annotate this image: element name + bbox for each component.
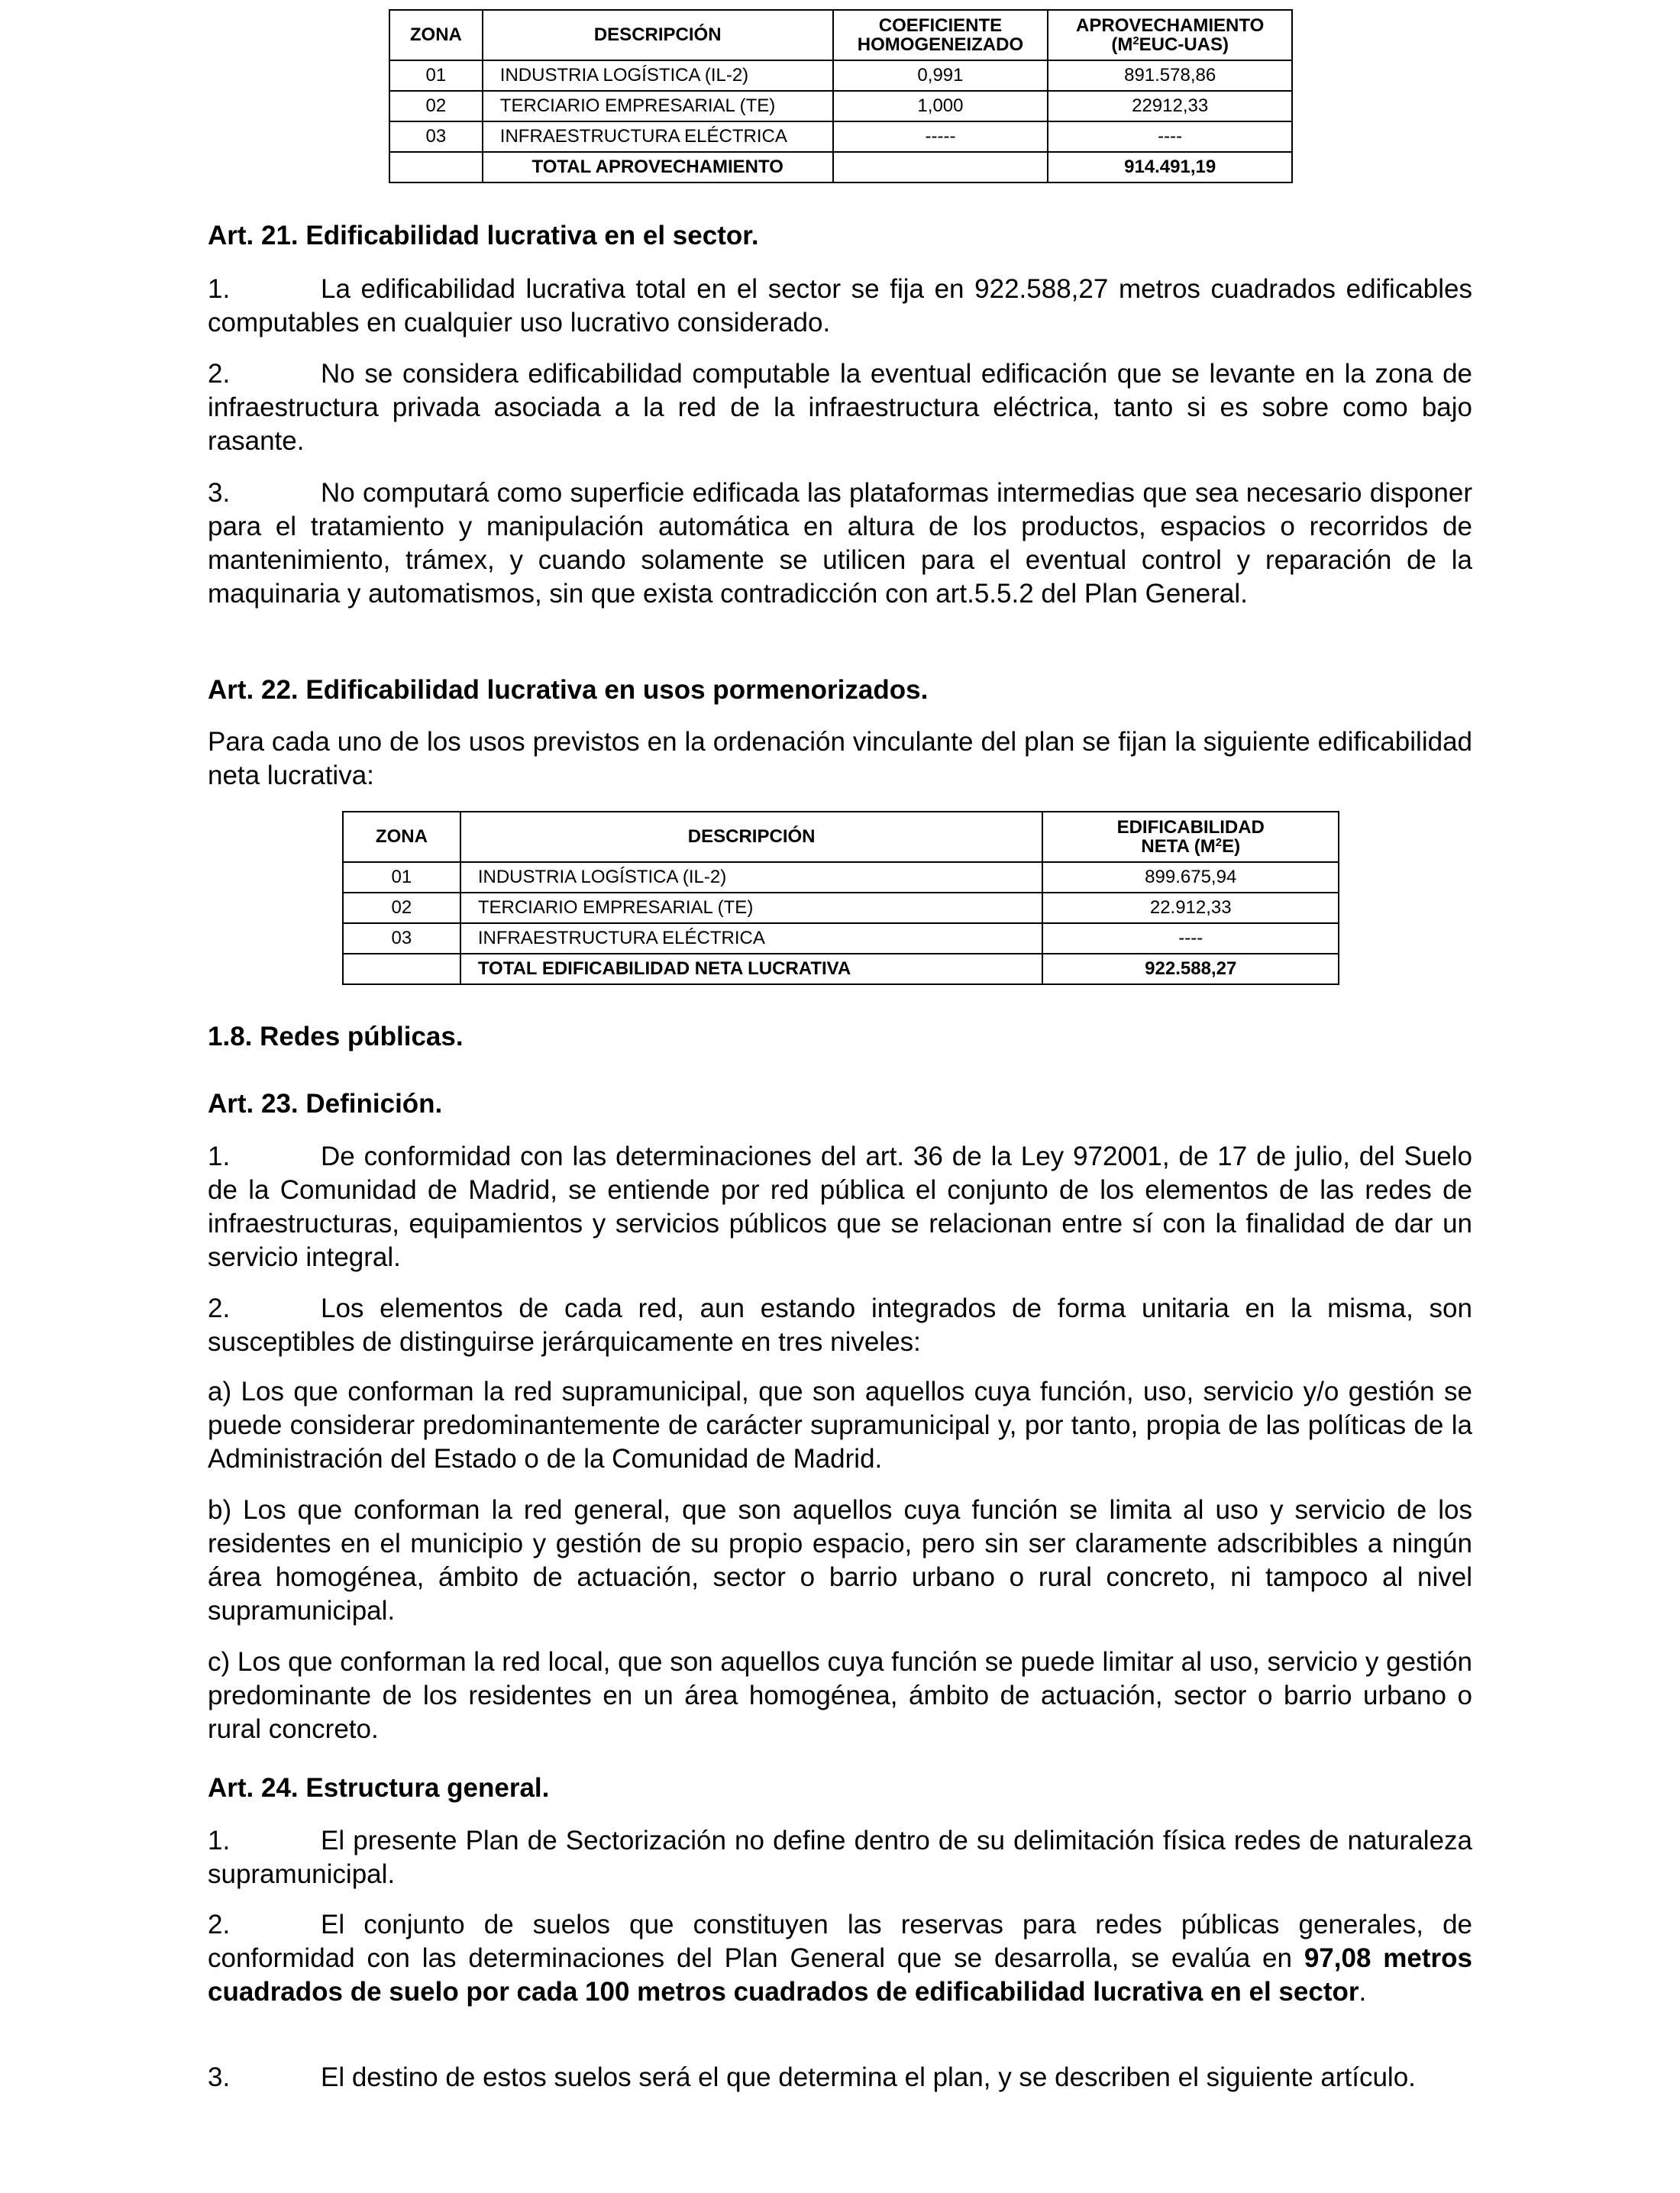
table-row	[389, 121, 1292, 152]
header-descripcion: DESCRIPCIÓN	[460, 812, 1043, 862]
table-row	[343, 893, 1339, 923]
cell-zona: 02	[389, 91, 483, 121]
cell-zona: 01	[389, 60, 483, 91]
cell-aprovechamiento: 22912,33	[1048, 91, 1292, 121]
paragraph-number: 3.	[208, 478, 231, 508]
art21-p3	[208, 476, 1472, 611]
cell-coeficiente: 0,991	[833, 60, 1048, 91]
header-aprovechamiento-line2-pre: (M	[1111, 34, 1133, 55]
paragraph-text-pre: El conjunto de suelos que constituyen las reservas para redes públicas generales, de conformidad con las determinaciones del Plan General que se desarrolla, se evalúa en	[208, 1910, 1472, 1973]
cell-descripcion: INDUSTRIA LOGÍSTICA (IL-2)	[460, 862, 1043, 893]
cell-coeficiente: 1,000	[833, 91, 1048, 121]
header-edificabilidad-line2-post: E)	[1222, 836, 1241, 857]
paragraph-text: b) Los que conforman la red general, que son aquellos cuya función se limita al uso y servicio de los residentes en el municipio y gestión de su propio espacio, pero sin ser claramente adscribibles a ningún área homogénea, ámbito de actuación, sector o barrio urbano o rural concreto, ni tampoco al nivel supramunicipal.	[208, 1495, 1472, 1626]
header-coeficiente-line2: HOMOGENEIZADO	[857, 34, 1024, 55]
paragraph-number: 1.	[208, 1826, 231, 1855]
art24-p2	[208, 1908, 1472, 2009]
art23-pa	[208, 1375, 1472, 1476]
cell-zona: 02	[343, 893, 460, 923]
cell-edificabilidad: ----	[1042, 923, 1339, 954]
paragraph-text: De conformidad con las determinaciones del art. 36 de la Ley 972001, de 17 de julio, del Suelo de la Comunidad de Madrid, se entiende por red pública el conjunto de los elementos de las redes de infraestructuras, equipamientos y servicios públicos que se relacionan entre sí con la finalidad de dar un servicio integral.	[208, 1142, 1472, 1272]
total-value: 922.588,27	[1042, 954, 1339, 984]
header-coeficiente-line1: COEFICIENTE	[878, 15, 1003, 36]
paragraph-number: 1.	[208, 274, 231, 304]
paragraph-text: No computará como superficie edificada las plataformas intermedias que sea necesario disponer para el tratamiento y manipulación automática en altura de los productos, espacios o recorridos de mantenimiento, trámex, y cuando solamente se utilicen para el eventual control y reparación de la maquinaria y automatismos, sin que exista contradicción con art.5.5.2 del Plan General.	[208, 478, 1472, 609]
cell-zona: 01	[343, 862, 460, 893]
header-aprovechamiento-line2-post: EUC-UAS)	[1139, 34, 1229, 55]
header-edificabilidad-sup: 2	[1215, 836, 1223, 849]
cell-empty	[389, 152, 483, 182]
table-row	[389, 91, 1292, 121]
art21-title: Art. 21. Edificabilidad lucrativa en el sector.	[208, 221, 759, 250]
total-value: 914.491,19	[1048, 152, 1292, 182]
paragraph-text: Para cada uno de los usos previstos en la ordenación vinculante del plan se fijan la siguiente edificabilidad neta lucrativa:	[208, 727, 1472, 790]
cell-edificabilidad: 899.675,94	[1042, 862, 1339, 893]
art23-title: Art. 23. Definición.	[208, 1089, 443, 1119]
art23-pc	[208, 1646, 1472, 1746]
edificabilidad-table	[342, 811, 1339, 985]
cell-descripcion: INDUSTRIA LOGÍSTICA (IL-2)	[483, 60, 833, 91]
art24-p3	[208, 2061, 1472, 2094]
header-coeficiente	[833, 10, 1048, 60]
paragraph-number: 2.	[208, 359, 231, 389]
paragraph-number: 3.	[208, 2062, 231, 2092]
paragraph-text-post: .	[1359, 1977, 1367, 2007]
paragraph-text: La edificabilidad lucrativa total en el sector se fija en 922.588,27 metros cuadrados edificables computables en cualquier uso lucrativo considerado.	[208, 274, 1472, 338]
aprovechamiento-table	[389, 9, 1293, 183]
header-descripcion: DESCRIPCIÓN	[483, 10, 833, 60]
paragraph-text: Los elementos de cada red, aun estando integrados de forma unitaria en la misma, son susceptibles de distinguirse jerárquicamente en tres niveles:	[208, 1294, 1472, 1357]
art21-p1	[208, 273, 1472, 340]
art23-pb	[208, 1494, 1472, 1628]
paragraph-text: a) Los que conforman la red supramunicipal, que son aquellos cuya función, uso, servicio y/o gestión se puede considerar predominantemente de carácter supramunicipal y, por tanto, propia de las políticas de la Administración del Estado o de la Comunidad de Madrid.	[208, 1377, 1472, 1474]
cell-aprovechamiento: ----	[1048, 121, 1292, 152]
paragraph-text-bold: 97,08 metros cuadrados de suelo por cada 100 metros cuadrados de edificabilidad lucrativa en el sector	[208, 1943, 1472, 2007]
header-zona: ZONA	[389, 10, 483, 60]
paragraph-text: c) Los que conforman la red local, que son aquellos cuya función se puede limitar al uso, servicio y gestión predominante de los residentes en un área homogénea, ámbito de actuación, sector o barrio urbano o rural concreto.	[208, 1647, 1472, 1744]
art21-p2	[208, 357, 1472, 458]
cell-zona: 03	[343, 923, 460, 954]
art23-p1	[208, 1140, 1472, 1274]
cell-empty	[343, 954, 460, 984]
art22-intro	[208, 725, 1472, 793]
cell-coeficiente: -----	[833, 121, 1048, 152]
table-total-row	[389, 152, 1292, 182]
table-row	[343, 862, 1339, 893]
paragraph-text: El destino de estos suelos será el que determina el plan, y se describen el siguiente artículo.	[321, 2062, 1416, 2092]
paragraph-text: No se considera edificabilidad computable la eventual edificación que se levante en la zona de infraestructura privada asociada a la red de la infraestructura eléctrica, tanto si es sobre como bajo rasante.	[208, 359, 1472, 456]
paragraph-number: 1.	[208, 1142, 231, 1171]
paragraph-text: El presente Plan de Sectorización no define dentro de su delimitación física redes de naturaleza supramunicipal.	[208, 1826, 1472, 1889]
cell-descripcion: TERCIARIO EMPRESARIAL (TE)	[483, 91, 833, 121]
header-edificabilidad	[1042, 812, 1339, 862]
paragraph-number: 2.	[208, 1910, 231, 1939]
cell-descripcion: INFRAESTRUCTURA ELÉCTRICA	[483, 121, 833, 152]
header-edificabilidad-line2-pre: NETA (M	[1141, 836, 1216, 857]
art22-title: Art. 22. Edificabilidad lucrativa en usos pormenorizados.	[208, 675, 929, 705]
total-label: TOTAL EDIFICABILIDAD NETA LUCRATIVA	[460, 954, 1043, 984]
art24-p1	[208, 1824, 1472, 1891]
section-18-title: 1.8. Redes públicas.	[208, 1022, 464, 1051]
table-row	[343, 923, 1339, 954]
table-total-row	[343, 954, 1339, 984]
cell-empty	[833, 152, 1048, 182]
art24-title: Art. 24. Estructura general.	[208, 1773, 550, 1803]
cell-aprovechamiento: 891.578,86	[1048, 60, 1292, 91]
cell-edificabilidad: 22.912,33	[1042, 893, 1339, 923]
cell-descripcion: TERCIARIO EMPRESARIAL (TE)	[460, 893, 1043, 923]
header-edificabilidad-line1: EDIFICABILIDAD	[1116, 816, 1265, 838]
paragraph-number: 2.	[208, 1294, 231, 1323]
header-zona: ZONA	[343, 812, 460, 862]
art23-p2	[208, 1292, 1472, 1359]
table-header-row	[389, 10, 1292, 60]
header-aprovechamiento-line1: APROVECHAMIENTO	[1076, 15, 1265, 36]
header-aprovechamiento	[1048, 10, 1292, 60]
table-header-row	[343, 812, 1339, 862]
cell-descripcion: INFRAESTRUCTURA ELÉCTRICA	[460, 923, 1043, 954]
table-row	[389, 60, 1292, 91]
cell-zona: 03	[389, 121, 483, 152]
total-label: TOTAL APROVECHAMIENTO	[483, 152, 833, 182]
header-aprovechamiento-sup: 2	[1132, 34, 1139, 47]
